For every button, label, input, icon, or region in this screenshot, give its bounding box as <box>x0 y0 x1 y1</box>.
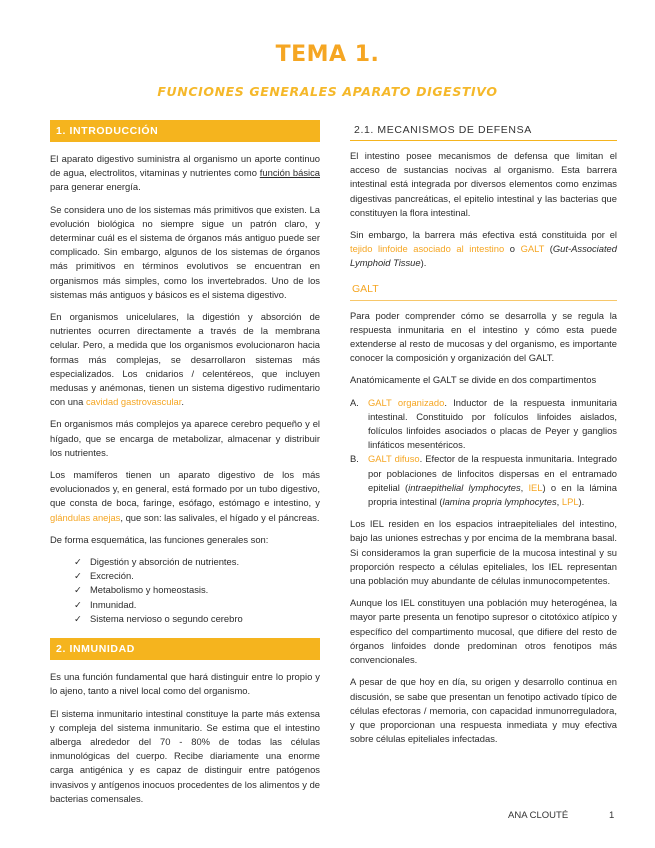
left-column <box>50 118 320 814</box>
paragraph: En organismos más complejos ya aparece cerebro pequeño y el hígado, que se encarga de metabolizar, almacenar y distribuir los nutrientes. <box>50 418 320 458</box>
paragraph: Es una función fundamental que hará distinguir entre lo propio y lo ajeno, tanto a nivel local como del organismo. <box>50 671 320 697</box>
list-item: A. GALT organizado. Inductor de la respuesta inmunitaria intestinal. Constituido por folículos linfoides aislados, folículos linfoides asociados o placas de Peyer y ganglios linfáticos mesentéricos. <box>350 396 617 451</box>
paragraph: A pesar de que hoy en día, su origen y desarrollo continua en discusión, se sabe que presentan un fenotipo activado típico de células efectoras / memoria, con capacidad inmunorreguladora, y que proporcionan una respuesta inmediata y muy efectiva sobre células epiteliales infectadas. <box>350 676 617 745</box>
paragraph: En organismos unicelulares, la digestión y absorción de nutrientes ocurren directamente a través de la membrana celular. Pero, a medida que los organismos evolucionaron hacia formas más complejas, se desarrollaron sistemas más especializados. Los cnidarios / celentéreos, que incluyen medusas y anémonas, tienen un sistema digestivo rudimentario con una cavidad gastrovascular. <box>50 311 320 408</box>
list-item: ✓ Digestión y absorción de nutrientes. <box>74 555 320 569</box>
paragraph: El aparato digestivo suministra al organismo un aporte continuo de agua, electrolitos, vitaminas y nutrientes como función básica para generar energía. <box>50 153 320 193</box>
section-heading-galt: GALT <box>350 279 617 301</box>
paragraph: Sin embargo, la barrera más efectiva está constituida por el tejido linfoide asociado al intestino o GALT (Gut-Associated Lymphoid Tissue). <box>350 229 617 269</box>
paragraph: El sistema inmunitario intestinal constituye la parte más extensa y compleja del sistema inmunitario. Se estima que el intestino alberga alrededor del 70 - 80% de todas las células inmunológicas del cuerpo. Recibe diariamente una enorme carga antigénica y es capaz de distinguir entre patógenos invasivos y antígenos inocuos procedentes de los alimentos y de bacterias comensales. <box>50 707 320 804</box>
list-item: ✓ Inmunidad. <box>74 598 320 612</box>
galt-compartments-list <box>350 396 617 510</box>
paragraph: Los IEL residen en los espacios intraepiteliales del intestino, bajo las uniones estrechas y por encima de la membrana basal. Si consideramos la gran superficie de la mucosa intestinal y su proporción respecto a células epiteliales, los IEL representan una población muy abundante de células inmunocompetentes. <box>350 518 617 587</box>
section-heading-mecanismos: 2.1. MECANISMOS DE DEFENSA <box>350 118 617 141</box>
check-icon: ✓ <box>74 570 82 582</box>
paragraph: Aunque los IEL constituyen una población muy heterogénea, la mayor parte presenta un fenotipo supresor o citotóxico atípico y específico del compartimento mucosal, que difiere del resto de órganos linfoides donde predominan otros fenotipos más convencionales. <box>350 597 617 666</box>
section-heading-introduccion: 1. INTRODUCCIÓN <box>50 120 320 142</box>
check-icon: ✓ <box>74 556 82 568</box>
paragraph: Anatómicamente el GALT se divide en dos compartimentos <box>350 374 597 386</box>
footer-author: ANA CLOUTÉ <box>508 810 569 821</box>
list-item: ✓ Metabolismo y homeostasis. <box>74 583 320 597</box>
section-heading-inmunidad: 2. INMUNIDAD <box>50 638 320 660</box>
page-number: 1 <box>609 810 615 821</box>
list-item: B. GALT difuso. Efector de la respuesta inmunitaria. Integrado por poblaciones de linfocitos dispersas en el entramado epitelial (intraepithelial lymphocytes, IEL) o en la lámina propria intestinal (lamina propria lymphocytes, LPL). <box>350 453 617 508</box>
check-icon: ✓ <box>74 584 82 596</box>
paragraph: Los mamíferos tienen un aparato digestivo de los más evolucionados y, en general, está formado por un tubo digestivo, que consta de boca, faringe, esófago, estómago e intestino, y glándulas anejas, que son: las salivales, el hígado y el páncreas. <box>50 469 320 523</box>
paragraph: El intestino posee mecanismos de defensa que limitan el acceso de sustancias nocivas al organismo. Esta barrera intestinal está integrada por diversos elementos como enzimas digestivas pancreáticas, el epitelio intestinal y las bacterias que constituyen la flora intestinal. <box>350 150 617 218</box>
check-icon: ✓ <box>74 612 82 624</box>
right-column <box>350 118 617 754</box>
paragraph: Se considera uno de los sistemas más primitivos que existen. La evolución biológica no siempre sigue un patrón claro, y determinar cuál es el sistema de órganos más antiguo puede ser complicado. Sin embargo, algunos de los sistemas de órganos más primitivos en términos evolutivos se encuentran en organismos más simples, como los invertebrados. Uno de los sistemas más antiguos y básicos es el sistema digestivo. <box>50 203 320 300</box>
page-title: TEMA 1. <box>275 42 380 67</box>
paragraph: Para poder comprender cómo se desarrolla y se regula la respuesta inmunitaria en el intestino y cómo esta puede extenderse al resto de mucosas y del organismo, es importante conocer la composición y organización del GALT. <box>350 309 617 364</box>
list-item: ✓ Sistema nervioso o segundo cerebro <box>74 612 320 626</box>
paragraph: De forma esquemática, las funciones generales son: <box>50 533 269 545</box>
check-icon: ✓ <box>74 598 82 610</box>
page-subtitle: FUNCIONES GENERALES APARATO DIGESTIVO <box>157 84 498 99</box>
list-item: ✓ Excreción. <box>74 569 320 583</box>
functions-list <box>50 555 320 626</box>
